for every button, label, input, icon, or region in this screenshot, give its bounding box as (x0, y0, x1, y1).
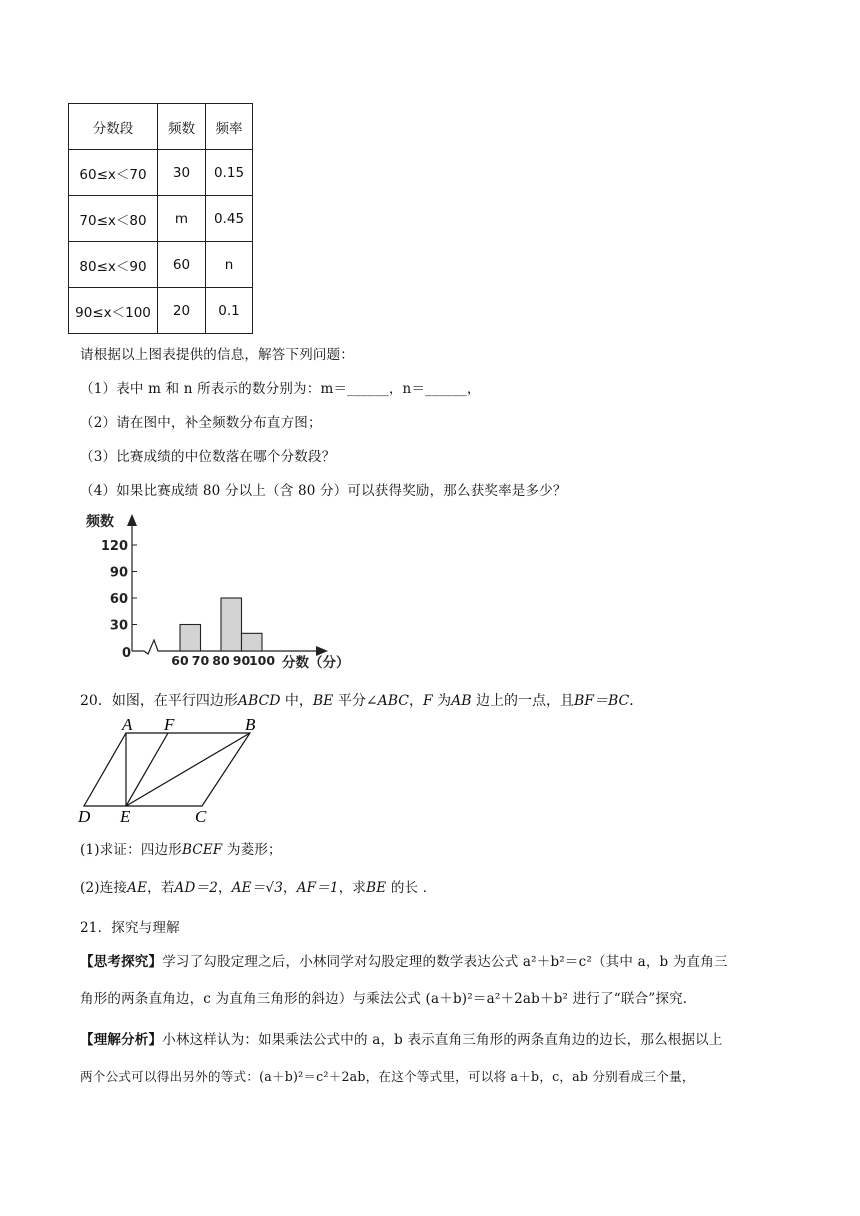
y-tick-label: 120 (100, 539, 128, 554)
y-axis-label: 频数 (86, 514, 114, 530)
frequency-histogram (70, 508, 370, 676)
histogram-bar (221, 598, 242, 651)
q20-ad: AD＝2 (174, 880, 219, 896)
q20-ae2: AE＝√3 (231, 880, 284, 896)
x-axis-label: 分数（分） (282, 655, 350, 671)
table-cell: 90≤x＜100 (69, 288, 158, 334)
table-header-cell: 频数 (158, 104, 206, 150)
histogram-bar (180, 625, 201, 652)
label-a: A (122, 716, 133, 734)
q20-p2a: (2)连接 (80, 880, 128, 896)
q21-title (80, 916, 180, 936)
label-c: C (195, 807, 207, 826)
parallelogram-abcd (84, 733, 250, 806)
q19-part3: （3）比赛成绩的中位数落在哪个分数段？ (80, 449, 336, 465)
q20-stem-f: 边上的一点，且 (471, 693, 574, 709)
table-cell: 60 (158, 242, 206, 288)
q20-stem-a: 如图，在平行四边形 (111, 693, 238, 709)
q21-title-text: 探究与理解 (111, 920, 180, 936)
q21-tag-analysis: 【理解分析】 (80, 1032, 163, 1048)
q20-stem (80, 690, 643, 710)
x-tick-label: 100 (248, 653, 276, 668)
q20-p2b: ，若 (147, 880, 175, 896)
q21-tag-think: 【思考探究】 (80, 954, 163, 970)
frequency-table (68, 103, 253, 334)
segment-fe (126, 733, 168, 806)
q19-part2: （2）请在图中，补全频数分布直方图； (80, 415, 322, 431)
label-d: D (78, 807, 91, 826)
q20-part1 (80, 838, 282, 858)
q19-part1: （1）表中 m 和 n 所表示的数分别为：m＝______，n＝______， (80, 381, 481, 397)
q20-stem-g: ． (629, 693, 644, 709)
table-row (69, 196, 253, 242)
q19-intro: 请根据以上图表提供的信息，解答下列问题： (80, 347, 354, 363)
parallelogram-figure (74, 716, 274, 826)
label-e: E (120, 807, 131, 826)
y-axis-arrow-icon (127, 514, 137, 526)
table-cell: 30 (158, 150, 206, 196)
q21-number: 21． (80, 920, 112, 936)
q20-p1b: 为菱形； (222, 842, 282, 858)
q20-p2d: ， (283, 880, 297, 896)
table-cell: 80≤x＜90 (69, 242, 158, 288)
q20-be2: BE (366, 880, 387, 896)
origin-label: 0 (122, 646, 132, 661)
q21-l3: 小林这样认为：如果乘法公式中的 a，b 表示直角三角形的两条直角边的边长，那么根据以上 (162, 1032, 723, 1048)
q20-stem-b: 中， (280, 693, 313, 709)
y-tick-label: 60 (109, 592, 128, 607)
x-tick-label: 70 (191, 653, 210, 668)
q20-abcd: ABCD (237, 693, 281, 709)
q20-stem-e: 为 (432, 693, 452, 709)
q21-line4: 两个公式可以得出另外的等式：(a＋b)²＝c²＋2ab，在这个等式里，可以将 a＋b，c，ab 分别看成三个量， (80, 1069, 695, 1084)
table-row (69, 288, 253, 334)
q20-stem-d: ， (408, 693, 423, 709)
q20-bcef: BCEF (181, 842, 223, 858)
x-tick-label: 90 (232, 653, 251, 668)
q21-line1 (80, 950, 728, 970)
label-f: F (164, 716, 175, 734)
q20-af: AF＝1 (296, 880, 339, 896)
table-header-cell: 分数段 (69, 104, 158, 150)
q20-p1a: (1)求证：四边形 (80, 842, 182, 858)
table-cell: 20 (158, 288, 206, 334)
x-tick-label: 80 (212, 653, 230, 668)
label-b: B (245, 716, 256, 734)
q20-number: 20． (80, 693, 112, 709)
q21-line2: 角形的两条直角边，c 为直角三角形的斜边）与乘法公式 (a＋b)²＝a²＋2ab＋b² 进行了“联合”探究. (80, 991, 688, 1007)
q20-part2 (80, 876, 436, 896)
table-cell: 0.45 (206, 196, 253, 242)
table-cell: 70≤x＜80 (69, 196, 158, 242)
q20-ab: AB (451, 693, 472, 709)
x-tick-label: 60 (171, 653, 189, 668)
table-cell: 0.15 (206, 150, 253, 196)
q20-p2f: 的长 ． (386, 880, 437, 896)
y-tick-label: 30 (109, 618, 128, 634)
table-cell: 0.1 (206, 288, 253, 334)
histogram-bar (242, 633, 263, 651)
table-cell: 60≤x＜70 (69, 150, 158, 196)
segment-be (126, 733, 250, 806)
q20-stem-c: 平分∠ (333, 693, 378, 709)
q21-line3 (80, 1028, 723, 1048)
table-row (69, 242, 253, 288)
table-header-row (69, 104, 253, 150)
q20-be: BE (312, 693, 334, 709)
y-tick-label: 90 (109, 565, 128, 581)
q19-part4: （4）如果比赛成绩 80 分以上（含 80 分）可以获得奖励，那么获奖率是多少？ (80, 483, 567, 499)
table-row (69, 150, 253, 196)
q21-l1: 学习了勾股定理之后，小林同学对勾股定理的数学表达公式 a²＋b²＝c²（其中 a，b 为直角三 (162, 954, 728, 970)
q20-p2e: ，求 (338, 880, 367, 896)
q20-bfbc: BF＝BC (574, 693, 630, 709)
q20-f: F (422, 693, 433, 709)
table-cell: n (206, 242, 253, 288)
q20-abc: ABC (377, 693, 409, 709)
table-header-cell: 频率 (206, 104, 253, 150)
q20-p2c: ， (218, 880, 232, 896)
table-cell: m (158, 196, 206, 242)
q20-ae: AE (127, 880, 148, 896)
